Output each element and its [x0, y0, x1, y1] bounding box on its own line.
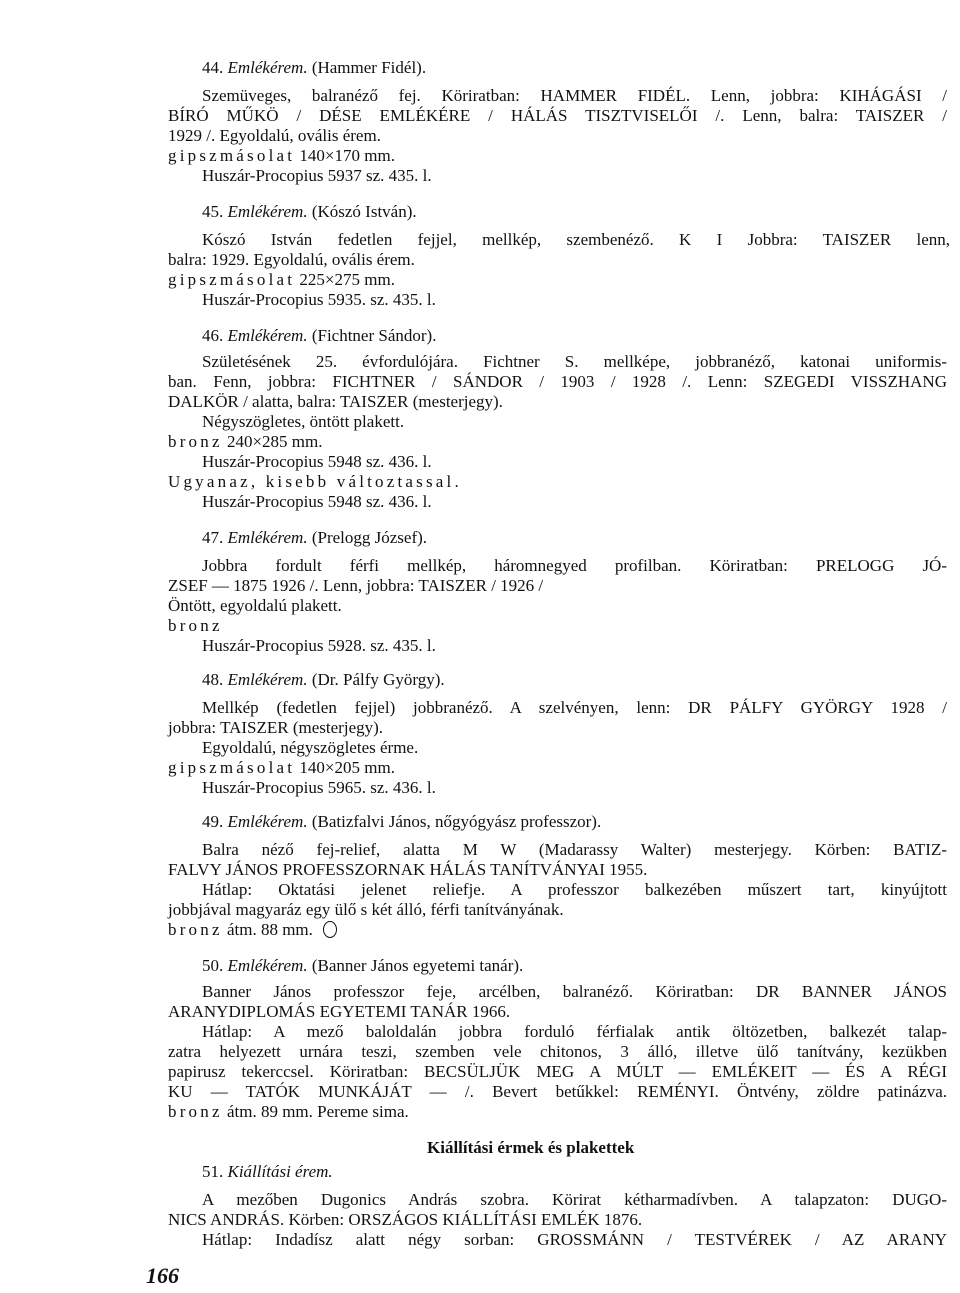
entry-50-desc-2: ARANYDIPLOMÁS EGYETEMI TANÁR 1966. [168, 1002, 511, 1021]
entry-51-heading: 51. Kiállítási érem. [202, 1162, 333, 1181]
entry-45-desc-2: balra: 1929. Egyoldalú, ovális érem. [168, 250, 415, 269]
entry-45-heading: 45. Emlékérem. (Kószó István). [202, 202, 417, 221]
entry-45-desc-1: Kószó István fedetlen fejjel, mellkép, szembenéző. K I Jobbra: TAISZER lenn, [202, 230, 950, 249]
entry-51-desc-1: A mezőben Dugonics András szobra. Körirat kétharmadívben. A talapzaton: DUGO- [202, 1190, 947, 1209]
entry-45-material: gipszmásolat 225×275 mm. [168, 270, 395, 289]
entry-44-desc-2: BÍRÓ MŰKÖ / DÉSE EMLÉKÉRE / HÁLÁS TISZTVISELŐI /. Lenn, balra: TAISZER / [168, 106, 947, 125]
entry-50-desc-4: zatra helyezett urnára teszi, szemben vele chitonos, 3 álló, illetve ülő tanítvány, kezükben [168, 1042, 947, 1061]
entry-49-desc-2: FALVY JÁNOS PROFESSZORNAK HÁLÁS TANÍTVÁNYAI 1955. [168, 860, 648, 879]
entry-50-desc-3: Hátlap: A mező baloldalán jobbra forduló férfialak antik öltözetben, balkezét talap- [202, 1022, 947, 1041]
entry-49-material: bronz átm. 88 mm. [168, 920, 337, 940]
entry-47-reference: Huszár-Procopius 5928. sz. 435. l. [202, 636, 436, 655]
entry-51-desc-3: Hátlap: Indadísz alatt négy sorban: GROSSMÁNN / TESTVÉREK / AZ ARANY [202, 1230, 947, 1249]
entry-47-desc-3: Öntött, egyoldalú plakett. [168, 596, 342, 615]
entry-46-reference: Huszár-Procopius 5948 sz. 436. l. [202, 452, 432, 471]
entry-45-reference: Huszár-Procopius 5935. sz. 435. l. [202, 290, 436, 309]
entry-46-desc-3: DALKÖR / alatta, balra: TAISZER (mesterjegy). [168, 392, 503, 411]
entry-46-variant: Ugyanaz, kisebb változtassal. [168, 472, 462, 491]
entry-48-material: gipszmásolat 140×205 mm. [168, 758, 395, 777]
entry-50-desc-6: KU — TATÓK MUNKÁJÁT — /. Bevert betűkkel: REMÉNYI. Öntvény, zöldre patinázva. [168, 1082, 947, 1101]
entry-44-material: gipszmásolat 140×170 mm. [168, 146, 395, 165]
entry-46-reference-2: Huszár-Procopius 5948 sz. 436. l. [202, 492, 432, 511]
entry-44-desc-3: 1929 /. Egyoldalú, ovális érem. [168, 126, 381, 145]
entry-47-material: bronz [168, 616, 223, 635]
entry-46-desc-2: ban. Fenn, jobbra: FICHTNER / SÁNDOR / 1903 / 1928 /. Lenn: SZEGEDI VISSZHANG [168, 372, 947, 391]
entry-48-desc-3: Egyoldalú, négyszögletes érme. [202, 738, 419, 757]
circle-mark-icon [323, 921, 337, 938]
entry-46-desc-4: Négyszögletes, öntött plakett. [202, 412, 405, 431]
entry-47-desc-2: ZSEF — 1875 1926 /. Lenn, jobbra: TAISZER / 1926 / [168, 576, 544, 595]
entry-46-material: bronz 240×285 mm. [168, 432, 323, 451]
entry-49-heading: 49. Emlékérem. (Batizfalvi János, nőgyógyász professzor). [202, 812, 602, 831]
entry-50-desc-1: Banner János professzor feje, arcélben, balranéző. Köriratban: DR BANNER JÁNOS [202, 982, 947, 1001]
entry-44-desc-1: Szemüveges, balranéző fej. Köriratban: HAMMER FIDÉL. Lenn, jobbra: KIHÁGÁSI / [202, 86, 947, 105]
entry-48-desc-1: Mellkép (fedetlen fejjel) jobbranéző. A szelvényen, lenn: DR PÁLFY GYÖRGY 1928 / [202, 698, 947, 717]
entry-48-desc-2: jobbra: TAISZER (mesterjegy). [168, 718, 384, 737]
entry-44-heading: 44. Emlékérem. (Hammer Fidél). [202, 58, 427, 77]
entry-50-desc-5: papirusz tekerccsel. Köriratban: BECSÜLJÜK MEG A MÚLT — EMLÉKEIT — ÉS A RÉGI [168, 1062, 947, 1081]
entry-49-desc-4: jobbjával magyaráz egy ülő s két álló, férfi tanítványának. [168, 900, 564, 919]
entry-48-reference: Huszár-Procopius 5965. sz. 436. l. [202, 778, 436, 797]
entry-49-desc-1: Balra néző fej-relief, alatta M W (Madarassy Walter) mesterjegy. Körben: BATIZ- [202, 840, 947, 859]
page-number: 166 [146, 1263, 179, 1288]
entry-44-reference: Huszár-Procopius 5937 sz. 435. l. [202, 166, 432, 185]
entry-46-heading: 46. Emlékérem. (Fichtner Sándor). [202, 326, 437, 345]
entry-48-heading: 48. Emlékérem. (Dr. Pálfy György). [202, 670, 445, 689]
entry-50-material: bronz átm. 89 mm. Pereme sima. [168, 1102, 409, 1121]
section-heading: Kiállítási érmek és plakettek [427, 1138, 635, 1157]
entry-51-desc-2: NICS ANDRÁS. Körben: ORSZÁGOS KIÁLLÍTÁSI EMLÉK 1876. [168, 1210, 643, 1229]
entry-47-heading: 47. Emlékérem. (Prelogg József). [202, 528, 428, 547]
entry-50-heading: 50. Emlékérem. (Banner János egyetemi tanár). [202, 956, 524, 975]
entry-46-desc-1: Születésének 25. évfordulójára. Fichtner S. mellképe, jobbranéző, katonai uniformis- [202, 352, 947, 371]
entry-47-desc-1: Jobbra fordult férfi mellkép, háromnegyed profilban. Köriratban: PRELOGG JÓ- [202, 556, 947, 575]
entry-49-desc-3: Hátlap: Oktatási jelenet reliefje. A professzor balkezében műszert tart, kinyújtott [202, 880, 947, 899]
